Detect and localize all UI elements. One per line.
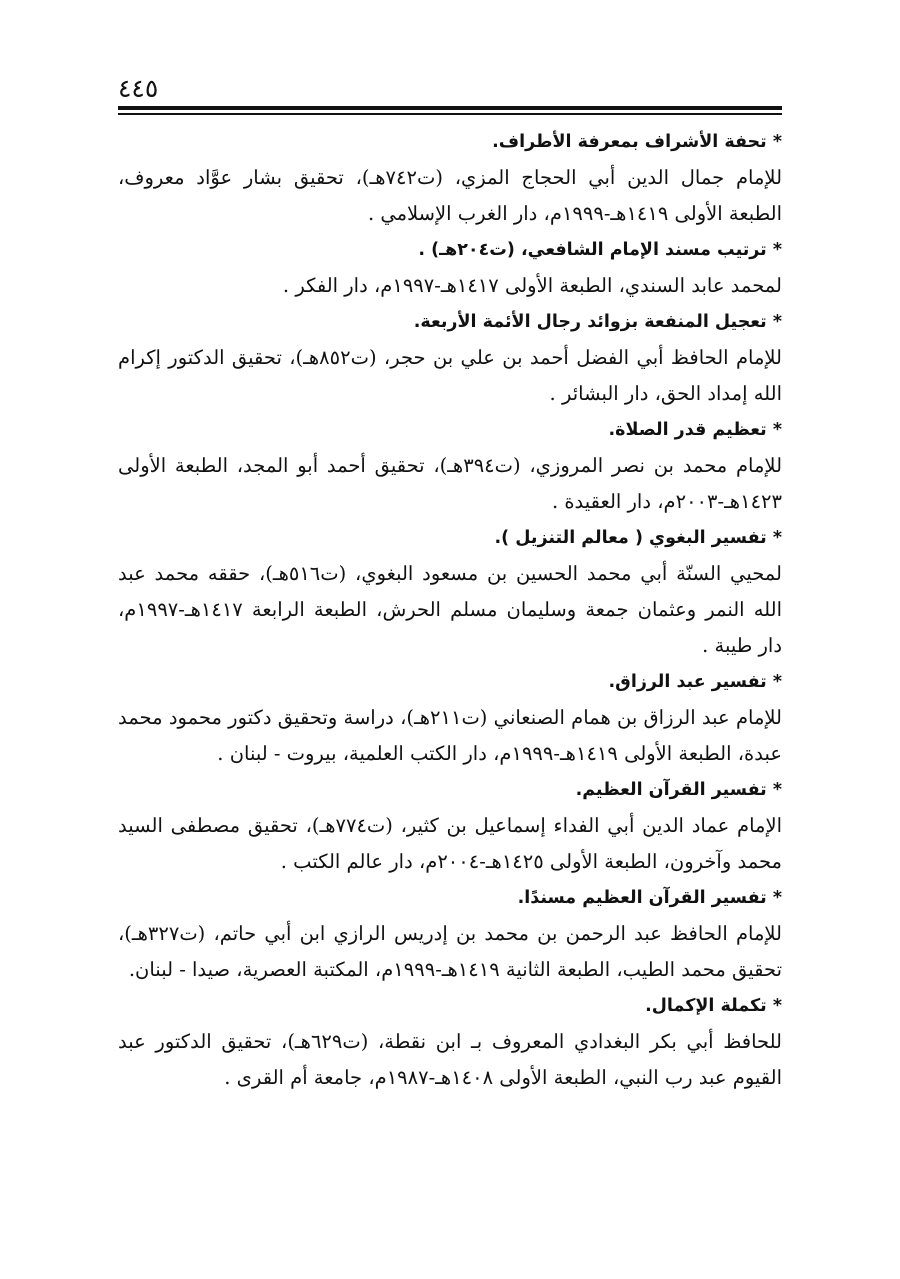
entry-title: * تحفة الأشراف بمعرفة الأطراف.	[492, 132, 782, 152]
bibliography-entry	[118, 232, 782, 304]
header-rule-thin	[118, 113, 782, 115]
entry-text: للإمام الحافظ عبد الرحمن بن محمد بن إدريس الرازي ابن أبي حاتم، (ت٣٢٧هـ)، تحقيق محمد الطيب، الطبعة الثانية ١٤١٩هـ-١٩٩٩م، المكتبة العصرية، صيدا - لبنان.	[118, 922, 782, 981]
entry-text: لمحمد عابد السندي، الطبعة الأولى ١٤١٧هـ-١٩٩٧م، دار الفكر .	[282, 274, 782, 297]
entry-title: * تعظيم قدر الصلاة.	[608, 420, 782, 440]
bibliography-entry	[118, 520, 782, 664]
header-rule-thick	[118, 106, 782, 110]
bibliography-entry	[118, 772, 782, 880]
entry-title: * تعجيل المنفعة بزوائد رجال الأئمة الأربعة.	[413, 312, 782, 332]
page-number: ٤٤٥	[118, 74, 159, 103]
entry-text: الإمام عماد الدين أبي الفداء إسماعيل بن كثير، (ت٧٧٤هـ)، تحقيق مصطفى السيد محمد وآخرون، الطبعة الأولى ١٤٢٥هـ-٢٠٠٤م، دار عالم الكتب .	[118, 814, 782, 873]
entry-text: للإمام جمال الدين أبي الحجاج المزي، (ت٧٤٢هـ)، تحقيق بشار عوَّاد معروف، الطبعة الأولى ١٤١٩هـ-١٩٩٩م، دار الغرب الإسلامي .	[118, 166, 782, 225]
bibliography-entry	[118, 304, 782, 412]
entry-title: * تفسير البغوي ( معالم التنزيل ).	[494, 528, 782, 548]
entry-text: للإمام محمد بن نصر المروزي، (ت٣٩٤هـ)، تحقيق أحمد أبو المجد، الطبعة الأولى ١٤٢٣هـ-٢٠٠٣م، دار العقيدة .	[118, 454, 782, 513]
entry-title: * تفسير عبد الرزاق.	[608, 672, 782, 692]
bibliography-list	[118, 124, 782, 1096]
entry-text: للحافظ أبي بكر البغدادي المعروف بـ ابن نقطة، (ت٦٢٩هـ)، تحقيق الدكتور عبد القيوم عبد رب النبي، الطبعة الأولى ١٤٠٨هـ-١٩٨٧م، جامعة أم القرى .	[118, 1030, 782, 1089]
entry-text: للإمام الحافظ أبي الفضل أحمد بن علي بن حجر، (ت٨٥٢هـ)، تحقيق الدكتور إكرام الله إمداد الحق، دار البشائر .	[118, 346, 782, 405]
entry-title: * ترتيب مسند الإمام الشافعي، (ت٢٠٤هـ) .	[418, 240, 782, 260]
entry-text: للإمام عبد الرزاق بن همام الصنعاني (ت٢١١هـ)، دراسة وتحقيق دكتور محمود محمد عبدة، الطبعة الأولى ١٤١٩هـ-١٩٩٩م، دار الكتب العلمية، بيروت - لبنان .	[118, 706, 782, 765]
bibliography-entry	[118, 880, 782, 988]
bibliography-entry	[118, 988, 782, 1096]
entry-title: * تفسير القرآن العظيم مسندًا.	[517, 888, 782, 908]
bibliography-entry	[118, 412, 782, 520]
entry-title: * تفسير القرآن العظيم.	[575, 780, 782, 800]
bibliography-entry	[118, 124, 782, 232]
entry-text: لمحيي السنّة أبي محمد الحسين بن مسعود البغوي، (ت٥١٦هـ)، حققه محمد عبد الله النمر وعثمان جمعة وسليمان مسلم الحرش، الطبعة الرابعة ١٤١٧هـ-١٩٩٧م، دار طيبة .	[118, 562, 782, 657]
entry-title: * تكملة الإكمال.	[645, 996, 782, 1016]
bibliography-entry	[118, 664, 782, 772]
